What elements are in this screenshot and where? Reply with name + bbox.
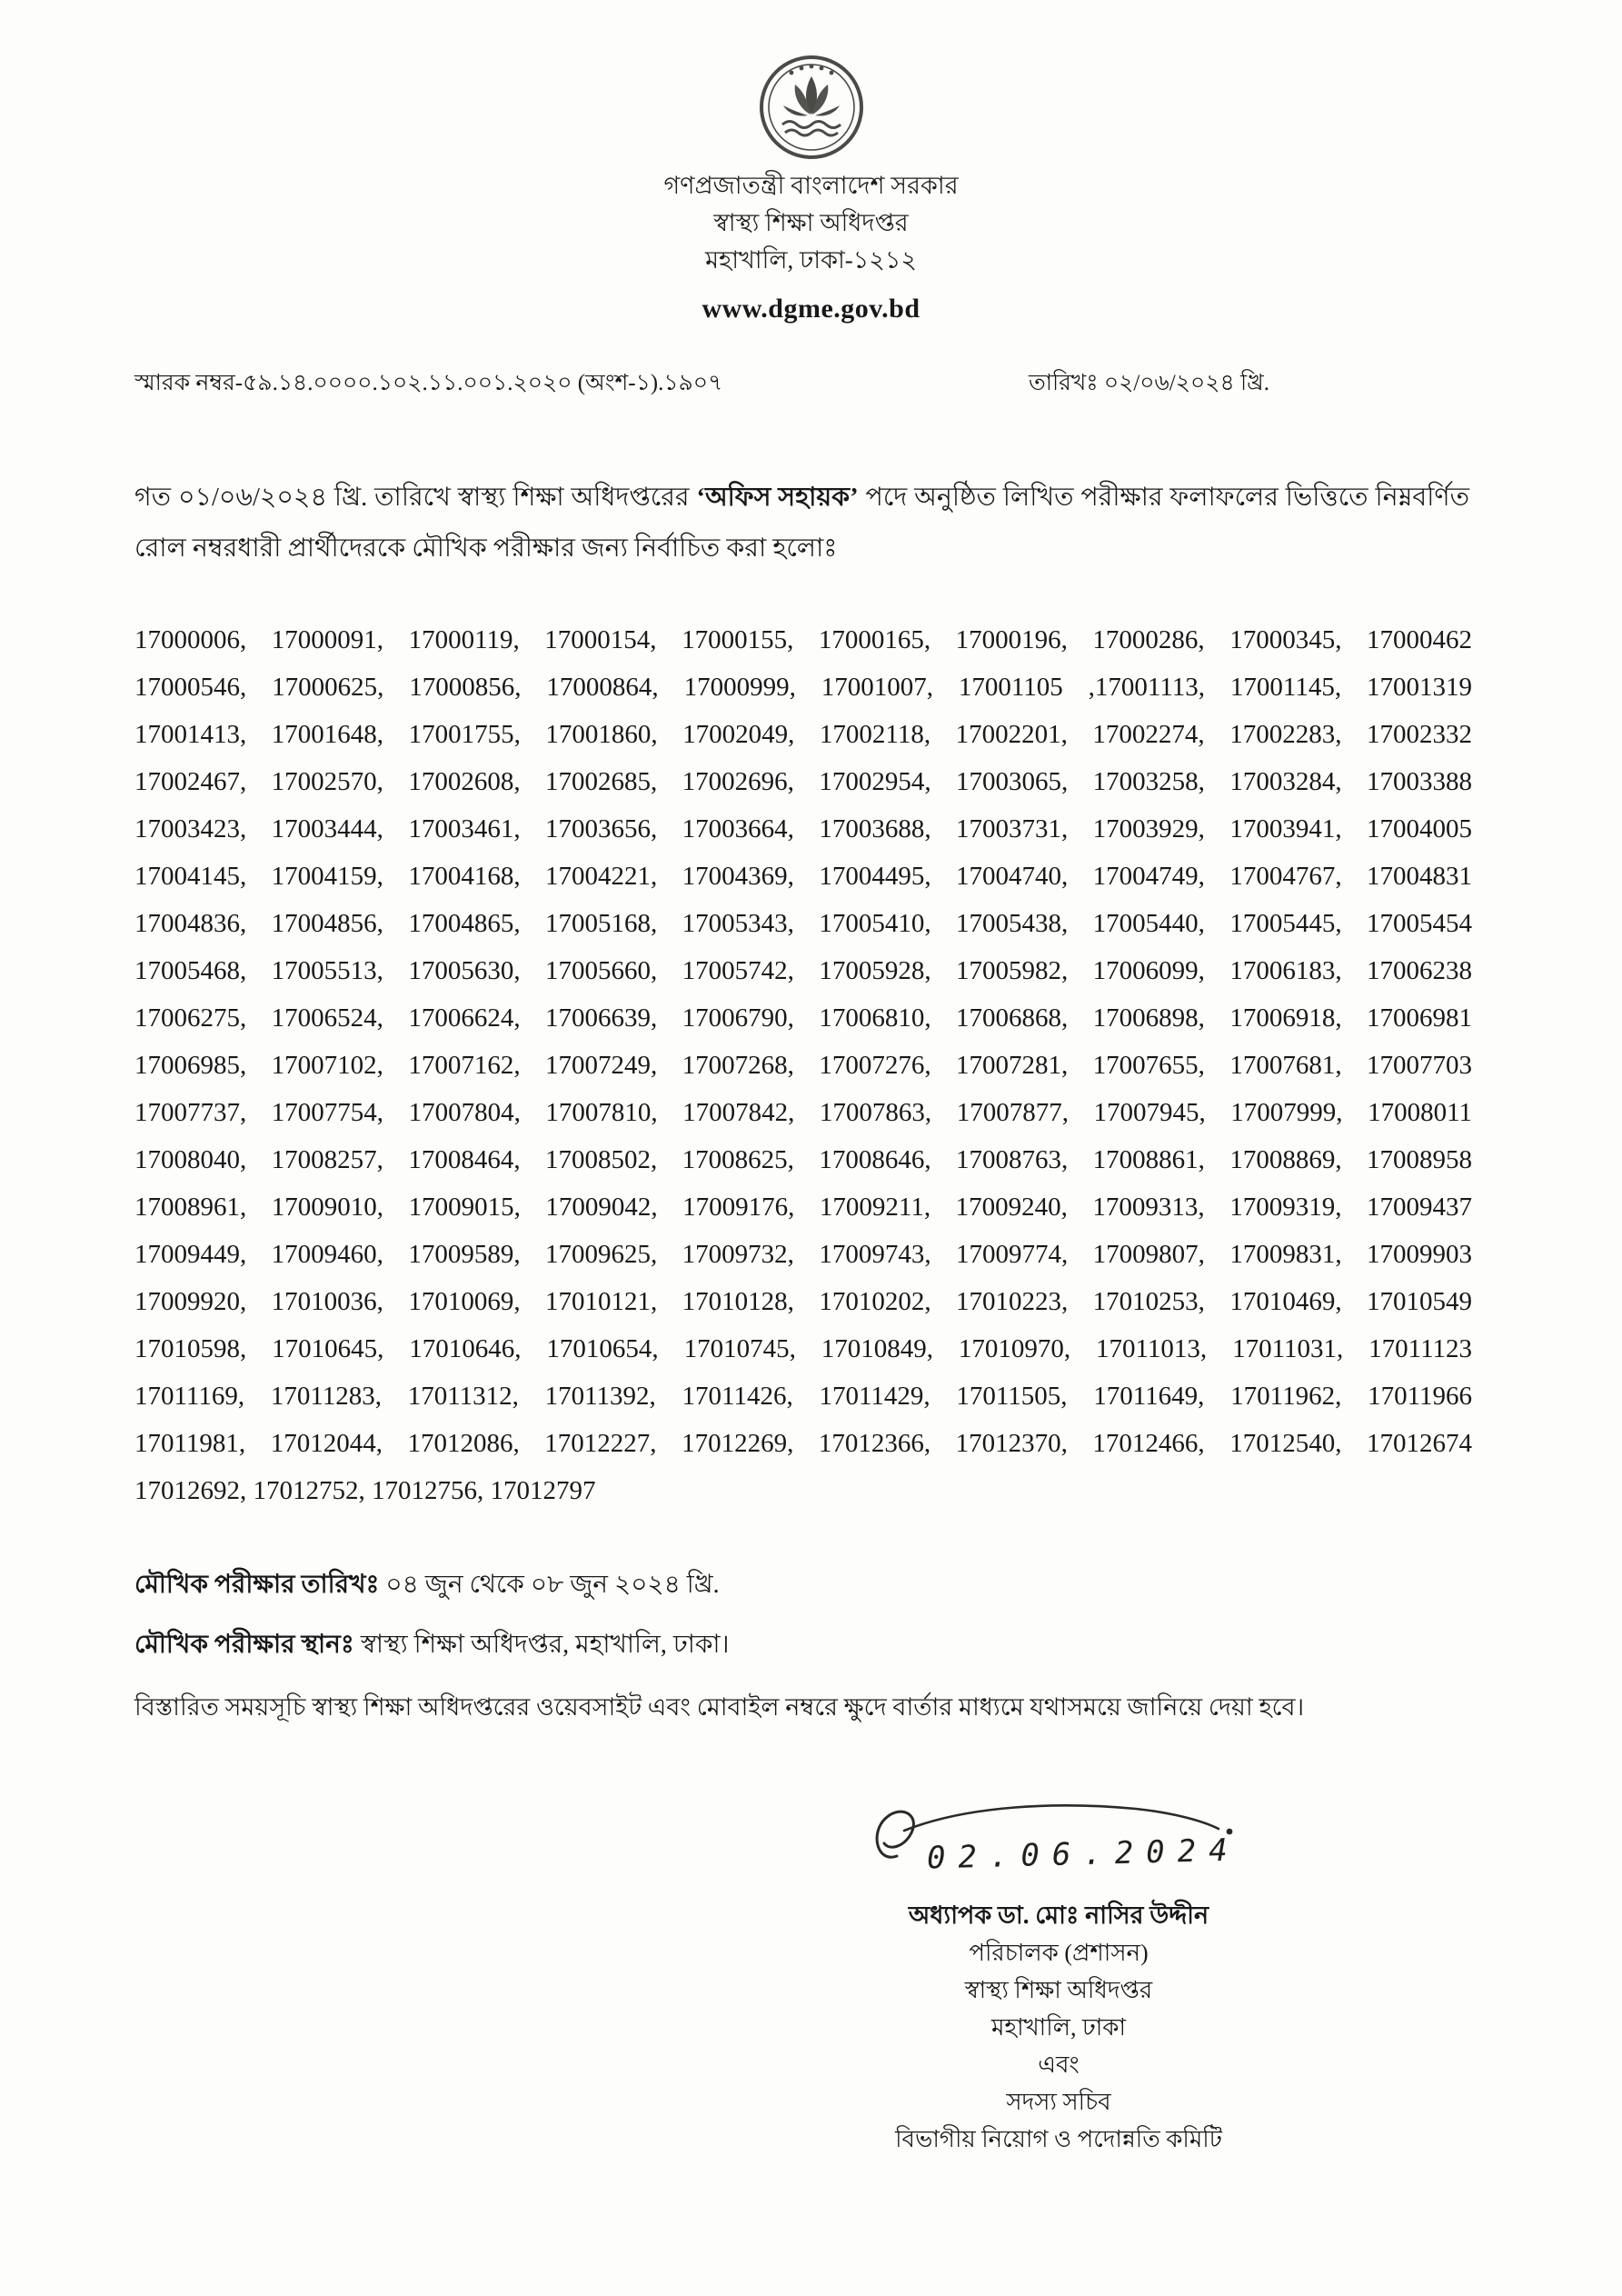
viva-date-label: মৌখিক পরীক্ষার তারিখঃ (134, 1571, 380, 1599)
signatory-line: মহাখালি, ঢাকা (990, 2014, 1127, 2041)
viva-date-line (134, 1567, 1469, 1603)
signature-date: 02.06.2024 (926, 1832, 1241, 1877)
signatory-lines (768, 1934, 1349, 2158)
roll-number-line: 17009449, 17009460, 17009589, 17009625, 17009732, 17009743, 17009774, 17009807, 17009831, 17009903 (134, 1240, 1472, 1269)
website-text: www.dgme.gov.bd (702, 294, 920, 324)
schedule-note: বিস্তারিত সময়সূচি স্বাস্থ্য শিক্ষা অধিদপ্তরের ওয়েবসাইট এবং মোবাইল নম্বরে ক্ষুদে বার্তার মাধ্যমে যথাসময়ে জানিয়ে দেয়া হবে। (134, 1693, 1305, 1721)
signatory-line: সদস্য সচিব (1006, 2089, 1111, 2115)
header-government-line: গণপ্রজাতন্ত্রী বাংলাদেশ সরকার (663, 172, 959, 199)
header-directorate-line: স্বাস্থ্য শিক্ষা অধিদপ্তর (713, 209, 909, 236)
roll-number-line: 17011169, 17011283, 17011312, 17011392, 17011426, 17011429, 17011505, 17011649, 17011962, 17011966 (134, 1382, 1472, 1411)
roll-number-line: 17002467, 17002570, 17002608, 17002685, 17002696, 17002954, 17003065, 17003258, 17003284, 17003388 (134, 767, 1472, 796)
intro-paragraph (134, 473, 1469, 574)
signatory-line: বিভাগীয় নিয়োগ ও পদোন্নতি কমিটি (895, 2126, 1222, 2152)
roll-number-line: 17008961, 17009010, 17009015, 17009042, 17009176, 17009211, 17009240, 17009313, 17009319, 17009437 (134, 1193, 1472, 1222)
intro-text-post: পদে অনুষ্ঠিত লিখিত পরীক্ষার ফলাফলের ভিত্তিতে নিম্নবর্ণিত রোল নম্বরধারী প্রার্থীদেরকে মৌখিক পরীক্ষার জন্য নির্বাচিত করা হলোঃ (134, 484, 1469, 563)
memo-number: স্মারক নম্বর-৫৯.১৪.০০০০.১০২.১১.০০১.২০২০ (অংশ-১).১৯০৭ (134, 371, 723, 395)
roll-number-line: 17000006, 17000091, 17000119, 17000154, 17000155, 17000165, 17000196, 17000286, 17000345, 17000462 (134, 625, 1472, 654)
viva-venue-line (134, 1627, 1469, 1663)
roll-number-line: 17003423, 17003444, 17003461, 17003656, 17003664, 17003688, 17003731, 17003929, 17003941, 17004005 (134, 814, 1472, 844)
viva-venue-value: স্বাস্থ্য শিক্ষা অধিদপ্তর, মহাখালি, ঢাকা। (353, 1631, 730, 1659)
header-address-line: মহাখালি, ঢাকা-১২১২ (705, 246, 917, 274)
viva-date-value: ০৪ জুন থেকে ০৮ জুন ২০২৪ খ্রি. (379, 1571, 720, 1599)
roll-number-line: 17000546, 17000625, 17000856, 17000864, 17000999, 17001007, 17001105 ,17001113, 17001145, 17001319 (134, 673, 1472, 702)
roll-number-line: 17009920, 17010036, 17010069, 17010121, 17010128, 17010202, 17010223, 17010253, 17010469, 17010549 (134, 1287, 1472, 1316)
roll-number-line: 17012692, 17012752, 17012756, 17012797 (134, 1476, 596, 1505)
roll-number-line: 17005468, 17005513, 17005630, 17005660, 17005742, 17005928, 17005982, 17006099, 17006183, 17006238 (134, 956, 1472, 985)
signatory-line: স্বাস্থ্য শিক্ষা অধিদপ্তর (964, 1977, 1153, 2003)
viva-venue-label: মৌখিক পরীক্ষার স্থানঃ (134, 1631, 354, 1659)
govt-seal-icon (757, 53, 866, 162)
signature-block (768, 1789, 1349, 2158)
intro-post-name-bold: ‘অফিস সহায়ক’ (696, 484, 859, 512)
signatory-line: এবং (1038, 2051, 1080, 2078)
roll-number-line: 17010598, 17010645, 17010646, 17010654, 17010745, 17010849, 17010970, 17011013, 17011031, 17011123 (134, 1334, 1472, 1363)
roll-number-line: 17004836, 17004856, 17004865, 17005168, 17005343, 17005410, 17005438, 17005440, 17005445, 17005454 (134, 909, 1472, 938)
roll-number-line: 17006985, 17007102, 17007162, 17007249, 17007268, 17007276, 17007281, 17007655, 17007681, 17007703 (134, 1051, 1472, 1080)
roll-number-line: 17006275, 17006524, 17006624, 17006639, 17006790, 17006810, 17006868, 17006898, 17006918, 17006981 (134, 1003, 1472, 1033)
roll-number-line: 17001413, 17001648, 17001755, 17001860, 17002049, 17002118, 17002201, 17002274, 17002283, 17002332 (134, 720, 1472, 749)
signature-area (768, 1789, 1349, 1896)
memo-row (0, 364, 1622, 404)
roll-number-line: 17004145, 17004159, 17004168, 17004221, 17004369, 17004495, 17004740, 17004749, 17004767, 17004831 (134, 862, 1472, 891)
viva-details (134, 1567, 1469, 1725)
roll-number-line: 17007737, 17007754, 17007804, 17007810, 17007842, 17007863, 17007877, 17007945, 17007999, 17008011 (134, 1098, 1472, 1127)
signatory-name: অধ্যাপক ডা. মোঃ নাসির উদ্দীন (908, 1902, 1209, 1929)
signatory-line: পরিচালক (প্রশাসন) (969, 1940, 1149, 1966)
document-header (0, 0, 1622, 324)
memo-date: তারিখঃ ০২/০৬/২০২৪ খ্রি. (1028, 371, 1269, 395)
roll-number-line: 17008040, 17008257, 17008464, 17008502, 17008625, 17008646, 17008763, 17008861, 17008869, 17008958 (134, 1145, 1472, 1174)
roll-number-line: 17011981, 17012044, 17012086, 17012227, 17012269, 17012366, 17012370, 17012466, 17012540, 17012674 (134, 1429, 1472, 1458)
roll-number-list (134, 616, 1472, 1514)
intro-text-pre: গত ০১/০৬/২০২৪ খ্রি. তারিখে স্বাস্থ্য শিক্ষা অধিদপ্তরের (134, 484, 697, 512)
